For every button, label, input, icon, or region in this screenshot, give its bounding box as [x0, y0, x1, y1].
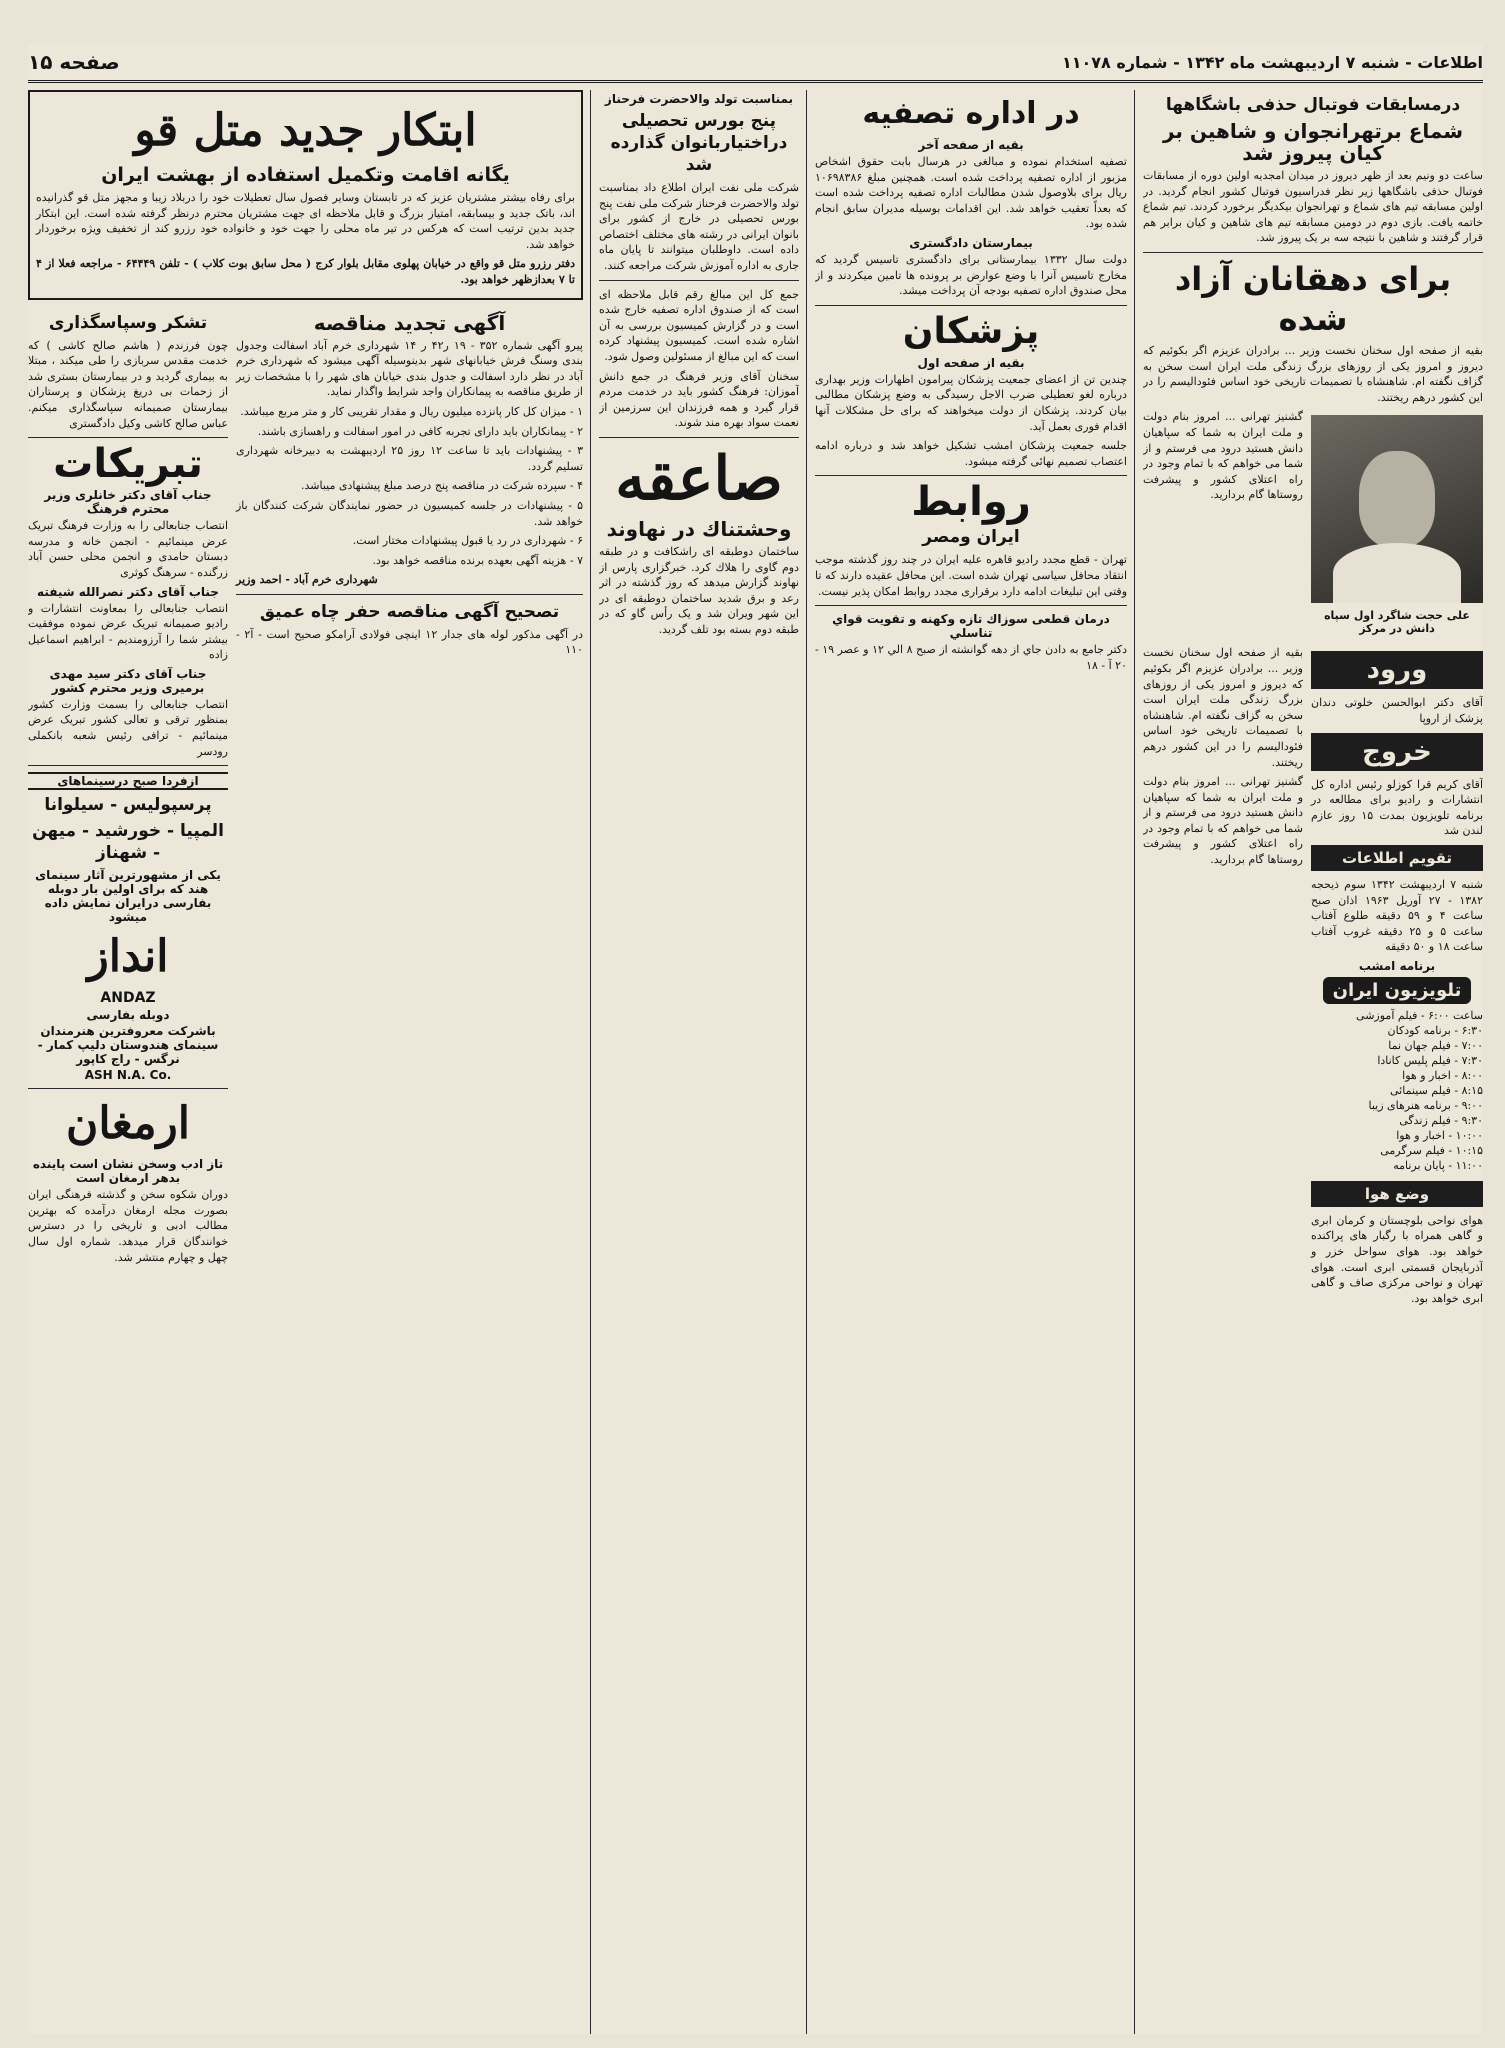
arrival-body: آقای دکتر ابوالحسن خلوتی دندان پزشک از اروپا: [1311, 696, 1483, 725]
tender-item: ۲ - پیمانکاران باید دارای تجربه کافی در امور اسفالت و راهسازی باشند.: [257, 424, 583, 438]
departure-title: خروج: [1311, 733, 1483, 771]
congrats-1-body: انتصاب جنابعالی را به وزارت فرهنگ تبریک عرض مینمائیم - انجمن خانه و مدرسه دبستان حامدی و انجمن محلی حسن آباد زرگنده - سرهنگ کوثری: [28, 519, 228, 579]
vitamin-ad: درمان قطعی سوزاك تازه وكهنه و تقويت قواي تناسلي: [832, 612, 1110, 641]
ad-sub: یگانه اقامت وتکمیل استفاده از بهشت ایران: [101, 164, 510, 186]
cinema-dub: دوبله بفارسی: [86, 1008, 170, 1023]
congrats-3-title: جناب آقای دکتر سید مهدی برمیری وزیر محترم کشور: [49, 666, 207, 695]
cinema-company: ASH N.A. Co.: [84, 1068, 172, 1083]
armaghan-body: دوران شکوه سخن و گذشته فرهنگی ایران بصورت مجله ارمغان درآمده که بهترین مطالب ادبی و تاریخی را در دسترس خوانندگان قرار میدهد. شماره اول سال چهل و چهارم منتشر شد.: [28, 1188, 228, 1264]
court-body: دولت سال ۱۳۳۲ بیمارستانی برای دادگستری تاسیس گردید که مخارج تاسیس آنرا با وضع عوارض بر پرونده ها تامین میکردند و از محل صندوق اداره تصفیه بودجه آن پرداخت میشد.: [815, 252, 1127, 298]
football-body: ساعت دو ونیم بعد از ظهر دیروز در میدان امجدیه اولین دوره از مسابقات فوتبال حذفی باشگاهها زیر نظر فدراسیون فوتبال کشور انجام گردید. در اولین مسابقه تیم های شماع و تهرانجوان بیکدیگر برخورد کردند. تیم شماع خاتمه یافت. بازی دوم در دومین مسابقه تیم های شاهین و کیان برابر هم قرار گرفتند و شاهین با نتیجه سه بر یک پیروز شد.: [1143, 169, 1483, 245]
doctors-sub: بقیه از صفحه اول: [917, 355, 1025, 370]
farmers-headline: برای دهقانان آزاد شده: [1174, 259, 1452, 338]
correction-title: تصحیح آگهی مناقصه حفر چاه عمیق: [259, 601, 560, 622]
tender-headline: آگهی تجدید مناقصه: [313, 310, 506, 335]
weather-title: وضع هوا: [1311, 1181, 1483, 1207]
purge-continued: جمع کل این مبالغ رقم قابل ملاحظه ای است که از صندوق اداره تصفیه خارج شده است و در گزارش کمیسیون بررسی به آن اشاره شده است. کمیسیون پیشنهاد کرده است که این مبالغ از مسئولین وصول شود.: [599, 287, 799, 363]
tv-item: ۷:۳۰ - فیلم پلیس کانادا: [1377, 1053, 1483, 1067]
departure-body: آقای کریم قرا کوزلو رئیس اداره کل انتشارات و رادیو برای مطالعه در برنامه تلویزیون بمدت ۱۵ روز عازم لندن شد: [1311, 777, 1483, 838]
tv-item: ۸:۰۰ - اخبار و هوا: [1402, 1068, 1483, 1082]
doctors-body: چندین تن از اعضای جمعیت پزشکان پیرامون اظهارات وزیر بهداری درباره لغو تعطیلی ضرب الاجل رسیدگی به وضع پزشکان مطالبی بیان کردند. پزشکان از دولت میخواهند که برای حل مشکلات آنها اقدام فوری بعمل آید.: [815, 372, 1127, 433]
calendar-body: شنبه ۷ اردیبهشت ۱۳۴۲ سوم ذیحجه ۱۳۸۲ - ۲۷ آوریل ۱۹۶۳ اذان صبح ساعت ۴ و ۵۹ دقیقه طلوع آفتاب ساعت ۵ و ۲۵ دقیقه غروب آفتاب ساعت ۱۸ و ۵۰ دقیقه: [1311, 877, 1483, 954]
football-headline-2: شماع برتهرانجوان و شاهین بر کیان پیروز شد: [1162, 119, 1464, 165]
tv-title: برنامه امشب: [1358, 958, 1436, 973]
column-left: [28, 90, 583, 2034]
farmers-body: بقیه از صفحه اول سخنان نخست وزیر ... برادران عزیزم اگر بکوئیم که دیروز و امروز یکی از روزهای بزرگ زندگی ملت ایران است سخن به گزاف نگفته ام. شاهنشاه با تصمیمات تاریخی خود اساس فئودالیسم را در این کشور درهم ریختند.: [1143, 343, 1483, 404]
scholarship-headline: پنج بورس تحصیلی دراختیاربانوان گذارده شد: [610, 111, 788, 175]
tender-signature: شهرداری خرم آباد - احمد وزیر: [236, 573, 378, 587]
tv-item: ساعت ۶:۰۰ - فیلم آموزشی: [1356, 1008, 1483, 1022]
ad-body: برای رفاه بیشتر مشتریان عزیز که در تابستان وسایر فصول سال تعطیلات خود را دربلاد زیبا و مجهز متل قو گذرانیده اند، باتک جدید و بیسابقه، امتیاز بزرگ و قابل ملاحظه ای جهت مشتریان محترم درنظر گرفته شده است. این ابتکار جدید بدین ترتیب است که هرکس در تیر ماه محلی را جهت خود و خانواده خود رزرو کند از تخفیف ویژه برخوردار خواهد شد.: [36, 191, 575, 251]
students-body: سخنان آقای وزیر فرهنگ در جمع دانش آموزان: فرهنگ کشور باید در خدمت مردم قرار گیرد و همه فرزندان این سرزمین از نعمت سواد بهره مند شوند.: [599, 369, 799, 430]
vitamin-body: دكتر جامع به دادن جاي از دهه گوانشته از صبح ۸ الي ۱۲ و عصر ۱۹ - ۲۰ آ - ۱۸: [815, 643, 1127, 672]
ad-address: دفتر رزرو متل قو واقع در خیابان پهلوی مقابل بلوار کرج ( محل سابق بوت کلاب ) - تلفن ۶۴۴۴۹ - مراجعه فعلا از ۴ تا ۷ بعدازظهر خواهد بود.: [36, 257, 575, 286]
lightning-body: ساختمان دوطبقه ای راشکافت و در طبقه دوم گاوی را هلاك کرد. خبرگزاری پارس از نهاوند گزارش میدهد که روز گذشته در اثر رعد و برق شدید ساختمان دوطبقه ای در این شهر ویران شد و یک رأس گاو که در طبقه دوم بسته بود تلف گردید.: [599, 544, 799, 636]
masthead-issue: اطلاعات - شنبه ۷ اردیبهشت ماه ۱۳۴۲ - شماره ۱۱۰۷۸: [1061, 52, 1483, 72]
tender-item: ۶ - شهرداری در رد یا قبول پیشنهادات مختار است.: [352, 534, 583, 548]
tender-item: ۳ - پیشنهادات باید تا ساعت ۱۲ روز ۲۵ اردیبهشت به دبیرخانه شهرداری تسلیم گردد.: [236, 444, 583, 473]
cinema-title-latin: ANDAZ: [100, 990, 156, 1007]
ad-headline: ابتکار جدید متل قو: [134, 105, 477, 156]
student-photo: [1311, 415, 1483, 603]
scholarship-pre: بمناسبت تولد والاحضرت فرحناز: [604, 92, 794, 106]
thanks-title: تشکر وسپاسگذاری: [48, 312, 208, 333]
lightning-headline: صاعقه: [615, 443, 783, 514]
tv-schedule: [1311, 1008, 1483, 1173]
congrats-1-title: جناب آقای دکتر خانلری وزیر محترم فرهنگ: [44, 488, 212, 517]
tv-item: ۹:۳۰ - فیلم زندگی: [1399, 1113, 1483, 1127]
thanks-body: چون فرزندم ( هاشم صالح کاشی ) که خدمت مقدس سربازی را طی میکند ، مبتلا به بیماری گردید و در بیمارستان بستری شد از زحمات بی دریغ پزشکان و پرستاران بیمارستان صمیمانه سپاسگذاری میکنم. عباس صالح کاشی وکیل دادگستری: [28, 338, 228, 430]
armaghan-title: ارمغان: [66, 1098, 190, 1150]
congrats-3-body: انتصاب جنابعالی را بسمت وزارت کشور بمنظور ترقی و تعالی کشور تبریک عرض مینمائیم - ترافی رئیس شعبه بانکملی رودسر: [28, 697, 228, 758]
farmers-body-2: گشنیز تهرانی ... امروز بنام دولت و ملت ایران به شما که سپاهیان دانش هستید درود می فرستم و از شما می خواهم که با تمام وجود در راه اعتلای کشور و پیشرفت روستاها گام بردارید.: [1143, 410, 1303, 502]
doctors-body-2: جلسه جمعیت پزشکان امشب تشکیل خواهد شد و درباره ادامه اعتصاب تصمیم نهائی گرفته میشود.: [815, 439, 1127, 468]
arrival-title: ورود: [1311, 651, 1483, 689]
cinema-names-1: پرسپولیس - سیلوانا: [44, 795, 212, 816]
column-second: [815, 90, 1127, 2034]
doctors-headline: پزشکان: [902, 310, 1040, 352]
armaghan-sub: تاز ادب وسخن نشان است پاینده بدهر ارمغان است: [32, 1157, 224, 1186]
newspaper-page: [28, 44, 1483, 2034]
purge-headline: در اداره تصفیه: [862, 96, 1080, 131]
congrats-headline: تبریکات: [53, 441, 203, 488]
cinema-desc: یکی از مشهورترین آثار سینمای هند که برای اولین بار دوبله بفارسی درایران نمایش داده میشود: [35, 868, 221, 925]
congrats-2-body: انتصاب جنابعالی را بمعاونت انتشارات و رادیو صمیمانه تبریک عرض نموده موفقیت بیشتر شما را آرزومندیم - ابراهیم اسماعیل زاده: [28, 601, 228, 662]
tender-item: ۴ - سپرده شرکت در مناقصه پنج درصد مبلغ پیشنهادی میباشد.: [301, 479, 583, 493]
correction-body: در آگهی مذکور لوله های جدار ۱۲ اینچی فولادی آرامکو صحیح است - آ۲ - ۱۱۰: [236, 627, 583, 657]
calendar-title: تقویم اطلاعات: [1311, 845, 1483, 871]
lightning-sub: وحشتناك در نهاوند: [606, 516, 792, 541]
cinema-title: انداز: [87, 931, 169, 983]
tv-item: ۱۱:۰۰ - پایان برنامه: [1393, 1158, 1483, 1172]
tv-item: ۹:۰۰ - برنامه هنرهای زیبا: [1368, 1098, 1483, 1112]
tender-item: ۷ - هزینه آگهی بعهده برنده مناقصه خواهد بود.: [372, 553, 583, 567]
column-right: [1143, 90, 1483, 2034]
cinema-cast: باشرکت معروفترین هنرمندان سینمای هندوستان دلیپ کمار - نرگس - راج کاپور: [37, 1024, 219, 1067]
page-number: صفحه ۱۵: [28, 50, 120, 74]
scholarship-body: شرکت ملی نفت ایران اطلاع داد بمناسبت تولد والاحضرت فرحناز شرکت ملی نفت پنج بورس تحصیلی در خارج از کشور برای بانوان ایرانی در رشته های مختلف اختصاص داده است. داوطلبان میتوانند تا پایان ماه جاری به اداره آموزش شرکت مراجعه کنند.: [599, 181, 799, 272]
weather-body: هوای نواحی بلوچستان و کرمان ابری و گاهی همراه با رگبار های پراکنده خواهد بود. هوای سواحل خزر و آذربایجان قسمتی ابری است. هوای تهران و نواحی مرکزی صاف و گاهی ابری خواهد بود.: [1311, 1213, 1483, 1305]
photo-caption: علی حجت شاگرد اول سپاه دانش در مرکز: [1324, 609, 1470, 636]
purge-body: تصفیه استخدام نموده و مبالغی در هرسال بابت حقوق اشخاص مزبور از اداره تصفیه پرداخت شده است. همچنین مبلغ ۱۰۶۹۸۳۸۶ ریال برای بلاوصول شدن مطالبات اداره تصفیه پرداخت شده است که بعداً تعقیب خواهد شد. این اقدامات بوسیله مدیران سابق انجام شده بود.: [815, 155, 1127, 231]
cinema-header: ازفردا صبح درسینماهای: [28, 772, 228, 790]
football-headline-1: درمسابقات فوتبال حذفی باشگاهها: [1165, 95, 1461, 115]
relations-sub: ایران ومصر: [922, 527, 1020, 548]
court-sub: بیمارستان دادگستری: [909, 235, 1033, 250]
tv-logo: تلویزیون ایران: [1323, 977, 1472, 1004]
congrats-2-title: جناب آقای دکتر نصرالله شیفته: [37, 584, 219, 599]
tv-item: ۱۰:۱۵ - فیلم سرگرمی: [1380, 1143, 1483, 1157]
masthead: [28, 44, 1483, 83]
motel-ghoo-ad: [28, 90, 583, 300]
tv-item: ۶:۳۰ - برنامه کودکان: [1387, 1023, 1483, 1037]
tender-item: ۱ - میزان کل کار پانزده میلیون ریال و مقدار تقریبی کار و متر مربع میباشد.: [240, 404, 583, 418]
cinema-names-2: المپیا - خورشید - میهن - شهناز: [32, 821, 224, 864]
farmers-body-4: گشنیز تهرانی ... امروز بنام دولت و ملت ایران به شما که سپاهیان دانش هستید درود می فرستم و از شما می خواهم که با تمام وجود در راه اعتلای کشور و پیشرفت روستاها گام بردارید.: [1143, 775, 1303, 867]
tv-item: ۱۰:۰۰ - اخبار و هوا: [1396, 1128, 1483, 1142]
column-third: [599, 90, 799, 2034]
relations-headline: روابط: [911, 479, 1031, 526]
tv-item: ۸:۱۵ - فیلم سینمائی: [1390, 1083, 1483, 1097]
farmers-body-3: بقیه از صفحه اول سخنان نخست وزیر ... برادران عزیزم اگر بکوئیم که دیروز و امروز یکی از روزهای بزرگ زندگی ملت ایران است سخن به گزاف نگفته ام. شاهنشاه با تصمیمات تاریخی خود اساس فئودالیسم را در این کشور درهم ریختند.: [1143, 646, 1303, 769]
purge-sub: بقیه از صفحه آخر: [918, 138, 1024, 152]
tender-item: ۵ - پیشنهادات در جلسه کمیسیون در حضور نمایندگان شرکت کنندگان باز خواهد شد.: [236, 498, 583, 528]
tender-body: پیرو آگهی شماره ۳۵۲ - ۱۹ ر۴۲ ر ۱۴ شهرداری خرم آباد اسفالت وجدول بندی وسنگ فرش خیابانهای شهر بدینوسیله آگهی میشود که شهرداری خرم آباد در نظر دارد اسفالت و جدول بندی خیابان های شهر را با مشخصات زیر از طریق مناقصه به پیمانکاران واجد شرایط واگذار نماید.: [236, 338, 583, 399]
relations-body: تهران - قطع مجدد رادیو قاهره علیه ایران در چند روز گذشته موجب انتقاد محافل سیاسی تهران شده است. این محافل عقیده دارند که تا وقتی این تبلیغات ادامه دارد برقراری مجدد روابط امکان پذیر نیست.: [815, 553, 1127, 598]
tv-item: ۷:۰۰ - فیلم جهان نما: [1388, 1038, 1483, 1052]
